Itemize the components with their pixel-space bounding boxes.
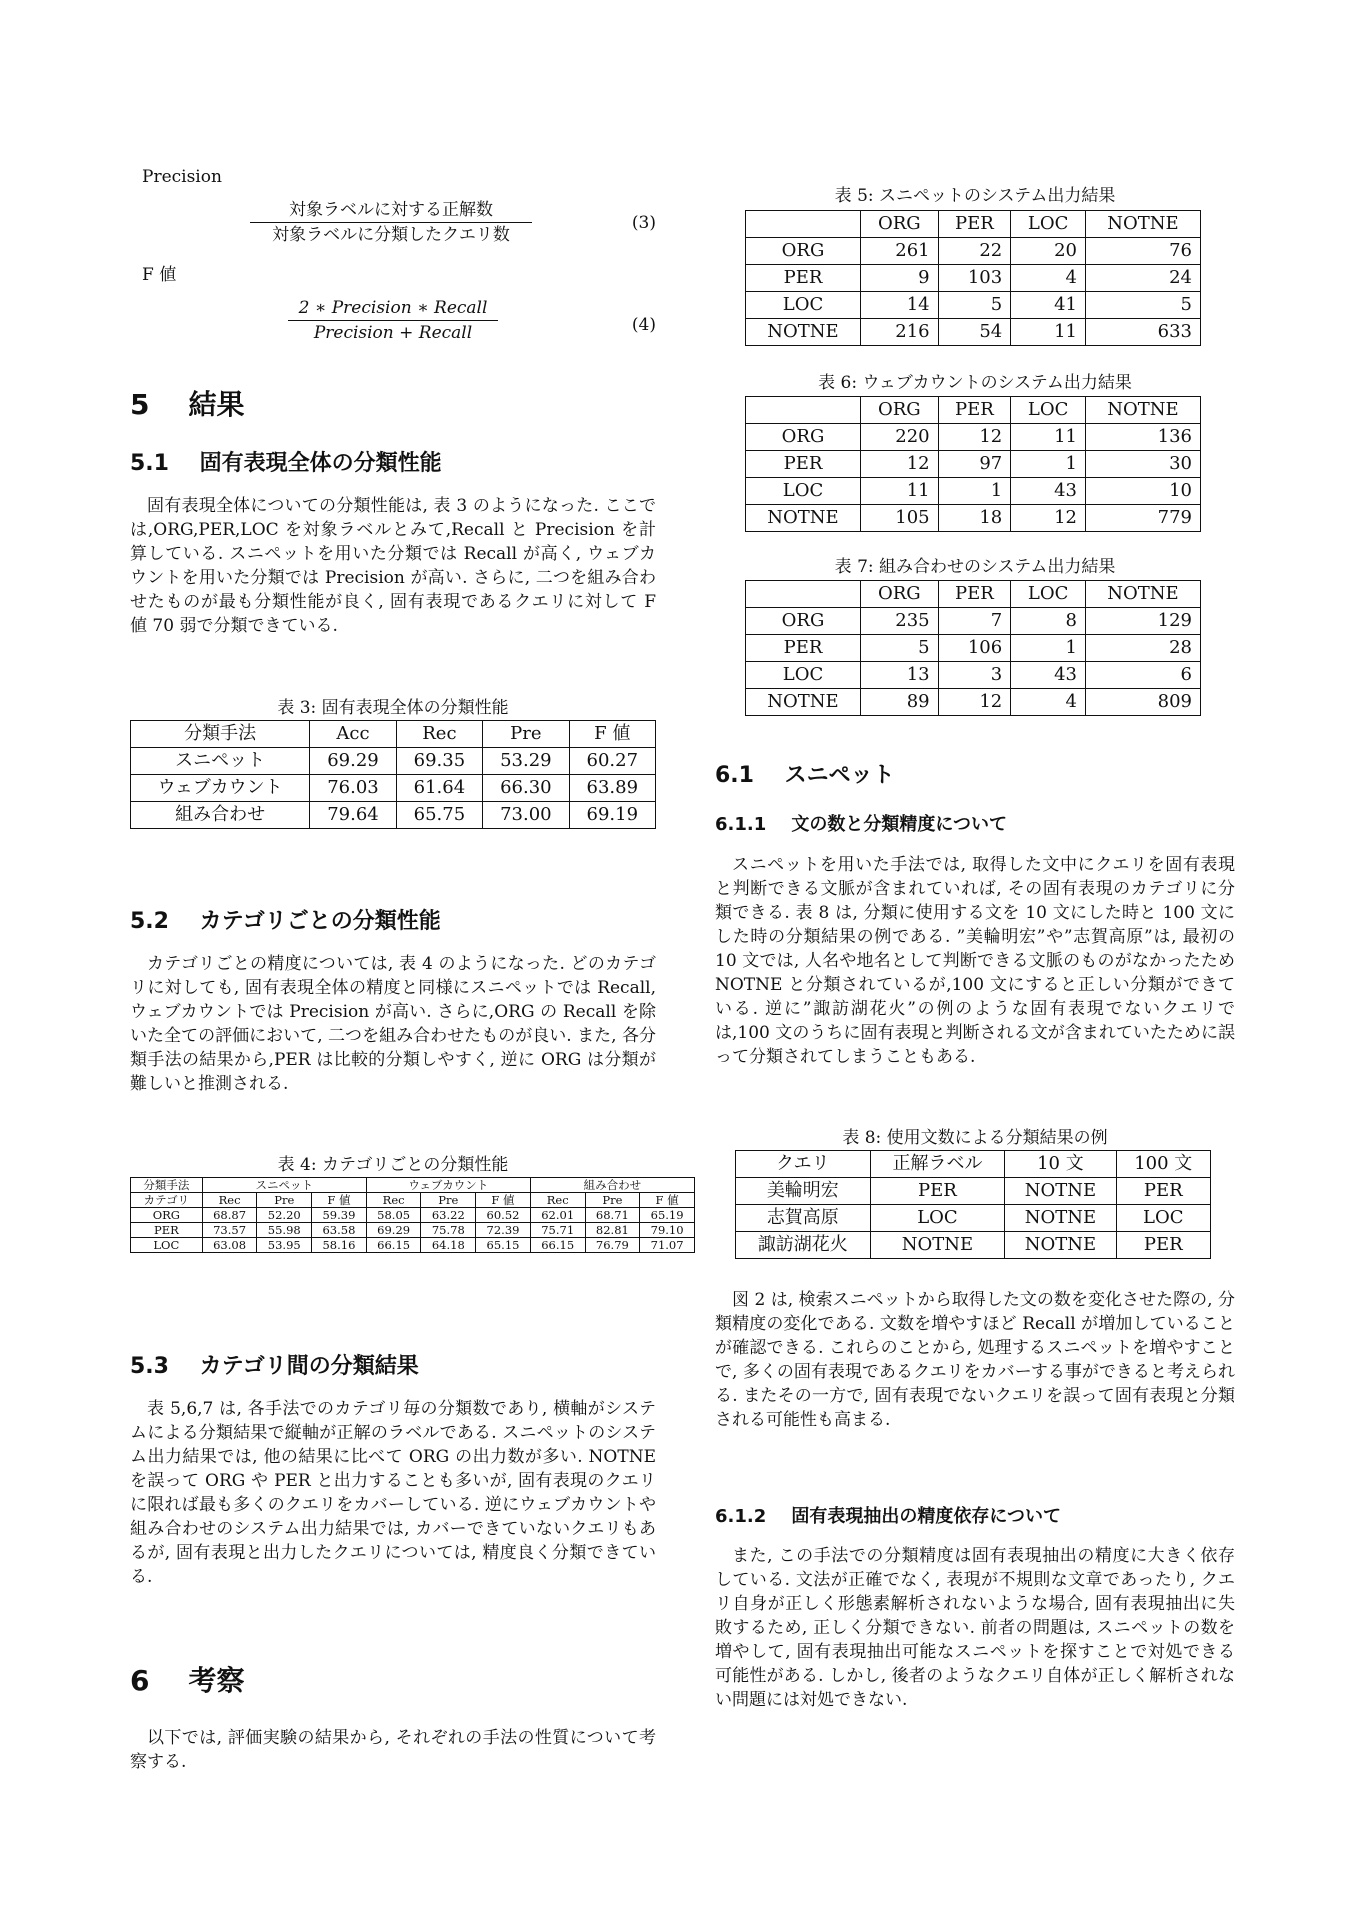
table-cell: 諏訪湖花火 — [736, 1232, 871, 1259]
table-cell: 10 — [1085, 478, 1200, 505]
table-cell: LOC — [746, 292, 861, 319]
table-cell: 60.27 — [569, 748, 655, 775]
table-cell: 24 — [1085, 265, 1200, 292]
table-cell: 65.75 — [396, 802, 482, 829]
table-cell: 69.29 — [366, 1223, 421, 1238]
table-cell: 7 — [938, 608, 1011, 635]
table-cell: 71.07 — [640, 1238, 695, 1253]
table-cell: 9 — [860, 265, 938, 292]
table-cell: 73.57 — [202, 1223, 257, 1238]
table-cell: PER — [746, 451, 861, 478]
table-header: F 値 — [312, 1193, 367, 1208]
table-cell: ORG — [131, 1208, 203, 1223]
table-cell: 11 — [860, 478, 938, 505]
table-cell: ORG — [746, 238, 861, 265]
section-5-2-text: カテゴリごとの精度については, 表 4 のようになった. どのカテゴリに対しても, 固有表現全体の精度と同様にスニペットでは Recall, ウェブカウントでは Precision が高い. さらに,ORG の Recall を除いた全ての評価において, 二つを組み合わせたものが良い. また, 各分類手法の結果から,PER は比較的分類しやすく, 逆に ORG は分類が難しいと推測される. — [130, 954, 656, 1094]
table-cell: 82.81 — [585, 1223, 640, 1238]
table-header: スニペット — [202, 1178, 366, 1193]
table-header — [746, 211, 861, 238]
table-header: Rec — [396, 721, 482, 748]
table-cell: 志賀高原 — [736, 1205, 871, 1232]
table-cell: 58.05 — [366, 1208, 421, 1223]
table-cell: 76.03 — [310, 775, 396, 802]
table-cell: 73.00 — [483, 802, 569, 829]
section-number: 6 — [130, 1664, 150, 1697]
table-cell: 809 — [1085, 689, 1200, 716]
table-cell: スニペット — [131, 748, 310, 775]
table6-caption: 表 6: ウェブカウントのシステム出力結果 — [818, 373, 1132, 393]
table-header: 分類手法 — [131, 721, 310, 748]
table-cell: 4 — [1011, 689, 1086, 716]
precision-label: Precision — [142, 167, 222, 187]
table-cell: 63.22 — [421, 1208, 476, 1223]
section-title: 固有表現全体の分類性能 — [199, 451, 442, 476]
table-cell: 美輪明宏 — [736, 1178, 871, 1205]
table-cell: PER — [746, 635, 861, 662]
table-cell: 12 — [860, 451, 938, 478]
table-cell: 63.58 — [312, 1223, 367, 1238]
table-header-row — [131, 1193, 695, 1208]
table-header: NOTNE — [1085, 397, 1200, 424]
equation-4 — [130, 296, 656, 348]
table-cell: 59.39 — [312, 1208, 367, 1223]
table-header-row — [746, 581, 1201, 608]
table-cell: 30 — [1085, 451, 1200, 478]
table-row — [746, 451, 1201, 478]
table-cell: 103 — [938, 265, 1011, 292]
table-cell: 53.29 — [483, 748, 569, 775]
table-header-row — [131, 721, 656, 748]
table-header: 正解ラベル — [870, 1151, 1005, 1178]
table-cell: PER — [870, 1178, 1005, 1205]
table-header: Rec — [366, 1193, 421, 1208]
eq4-number: (4) — [631, 315, 656, 335]
table-cell: 43 — [1011, 478, 1086, 505]
table-cell: 60.52 — [476, 1208, 531, 1223]
table-row — [736, 1205, 1211, 1232]
table-cell: NOTNE — [1005, 1178, 1116, 1205]
table-header: LOC — [1011, 211, 1086, 238]
table-header-row — [746, 211, 1201, 238]
section-title: スニペット — [784, 763, 895, 788]
table-header: Pre — [483, 721, 569, 748]
table-cell: LOC — [1116, 1205, 1210, 1232]
table-cell: PER — [1116, 1178, 1210, 1205]
table-header: Acc — [310, 721, 396, 748]
table8-caption: 表 8: 使用文数による分類結果の例 — [842, 1128, 1108, 1148]
table-cell: 18 — [938, 505, 1011, 532]
table-cell: 64.18 — [421, 1238, 476, 1253]
table6 — [745, 396, 1201, 532]
table-header: 10 文 — [1005, 1151, 1116, 1178]
table-cell: 136 — [1085, 424, 1200, 451]
table-cell: 779 — [1085, 505, 1200, 532]
section-5-3-text: 表 5,6,7 は, 各手法でのカテゴリ毎の分類数であり, 横軸がシステムによる分類結果で縦軸が正解のラベルである. スニペットのシステム出力結果では, 他の結果に比べて ORG の出力数が多い. NOTNE を誤って ORG や PER と出力することも多いが, 固有表現のクエリに限れば最も多くのクエリをカバーしている. 逆にウェブカウントや組み合わせのシステム出力結果では, カバーできていないクエリもあるが, 固有表現と出力したクエリについては, 精度良く分類できている. — [130, 1399, 656, 1587]
table-cell: 5 — [1085, 292, 1200, 319]
table-header: LOC — [1011, 581, 1086, 608]
table-cell: 22 — [938, 238, 1011, 265]
table-cell: 1 — [938, 478, 1011, 505]
eq4-denominator: Precision + Recall — [313, 323, 473, 343]
table-header: ORG — [860, 211, 938, 238]
section-6-1-1-heading — [715, 813, 1007, 837]
section-title: 結果 — [188, 388, 245, 421]
table-cell: 76.79 — [585, 1238, 640, 1253]
table-cell: 1 — [1011, 635, 1086, 662]
eq3-numerator: 対象ラベルに対する正解数 — [250, 198, 532, 223]
table-row — [746, 238, 1201, 265]
table-cell: 43 — [1011, 662, 1086, 689]
table-cell: 13 — [860, 662, 938, 689]
table-cell: 12 — [938, 424, 1011, 451]
table-row — [746, 292, 1201, 319]
table-header: ORG — [860, 397, 938, 424]
table-row — [736, 1178, 1211, 1205]
section-6-text: 以下では, 評価実験の結果から, それぞれの手法の性質について考察する. — [130, 1728, 656, 1772]
eq4-numerator: 2 ∗ Precision ∗ Recall — [288, 296, 498, 321]
table-cell: 55.98 — [257, 1223, 312, 1238]
table-cell: 11 — [1011, 424, 1086, 451]
table-header: 100 文 — [1116, 1151, 1210, 1178]
table-cell: 12 — [938, 689, 1011, 716]
table-cell: 75.78 — [421, 1223, 476, 1238]
table7 — [745, 580, 1201, 716]
table-cell: 20 — [1011, 238, 1086, 265]
table-header: F 値 — [476, 1193, 531, 1208]
table-row — [746, 635, 1201, 662]
table-header: Pre — [257, 1193, 312, 1208]
table-cell: ORG — [746, 608, 861, 635]
table-cell: 69.29 — [310, 748, 396, 775]
table-cell: 105 — [860, 505, 938, 532]
figure-2-discussion-text: 図 2 は, 検索スニペットから取得した文の数を変化させた際の, 分類精度の変化である. 文数を増やすほど Recall が増加していることが確認できる. これらのことから, 処理するスニペットを増やすことで, 多くの固有表現であるクエリをカバーする事ができると考えられる. またその一方で, 固有表現でないクエリを誤って固有表現と分類される可能性も高まる. — [715, 1290, 1235, 1430]
table-cell: 3 — [938, 662, 1011, 689]
table-cell: 69.19 — [569, 802, 655, 829]
section-title: カテゴリ間の分類結果 — [199, 1354, 419, 1379]
table-cell: NOTNE — [746, 689, 861, 716]
table3-caption: 表 3: 固有表現全体の分類性能 — [277, 698, 509, 718]
table-cell: 106 — [938, 635, 1011, 662]
table-cell: 68.87 — [202, 1208, 257, 1223]
table-row — [131, 1208, 695, 1223]
table-cell: 14 — [860, 292, 938, 319]
table-cell: 41 — [1011, 292, 1086, 319]
table-cell: 261 — [860, 238, 938, 265]
table-cell: 12 — [1011, 505, 1086, 532]
table-cell: 4 — [1011, 265, 1086, 292]
table-cell: LOC — [870, 1205, 1005, 1232]
table-cell: 52.20 — [257, 1208, 312, 1223]
table-row — [131, 775, 656, 802]
eq3-denominator: 対象ラベルに分類したクエリ数 — [272, 225, 510, 245]
table-row — [131, 1223, 695, 1238]
table-cell: 65.19 — [640, 1208, 695, 1223]
table-row — [746, 505, 1201, 532]
table-header-row — [746, 397, 1201, 424]
table-cell: 79.10 — [640, 1223, 695, 1238]
table-header: Pre — [585, 1193, 640, 1208]
table8 — [735, 1150, 1211, 1259]
table-header: PER — [938, 211, 1011, 238]
table-cell: 216 — [860, 319, 938, 346]
section-5-2-heading — [130, 908, 441, 936]
table-cell: 11 — [1011, 319, 1086, 346]
table4-caption: 表 4: カテゴリごとの分類性能 — [277, 1155, 509, 1175]
table-header: LOC — [1011, 397, 1086, 424]
table-header: クエリ — [736, 1151, 871, 1178]
eq3-number: (3) — [631, 213, 656, 233]
table-header: Rec — [202, 1193, 257, 1208]
table-cell: 8 — [1011, 608, 1086, 635]
table-cell: 61.64 — [396, 775, 482, 802]
table-cell: NOTNE — [1005, 1205, 1116, 1232]
section-6-1-1-text: スニペットを用いた手法では, 取得した文中にクエリを固有表現と判断できる文脈が含まれていれば, その固有表現のカテゴリに分類できる. 表 8 は, 分類に使用する文を 10 文にした時と 100 文にした時の分類結果の例である. ”美輪明宏”や”志賀高原”は, 最初の 10 文では, 人名や地名として判断できる文脈のものがなかったため NOTNE と分類されているが,100 文にすると正しい分類ができている. 逆に”諏訪湖花火”の例のような固有表現でないクエリでは,100 文のうちに固有表現と判断される文が含まれていたために誤って分類されてしまうこともある. — [715, 855, 1235, 1067]
table-cell: 76 — [1085, 238, 1200, 265]
table-cell: 235 — [860, 608, 938, 635]
table-cell: 5 — [938, 292, 1011, 319]
table-cell: 72.39 — [476, 1223, 531, 1238]
table-cell: LOC — [746, 662, 861, 689]
table-row — [131, 748, 656, 775]
table-cell: 65.15 — [476, 1238, 531, 1253]
table-cell: 89 — [860, 689, 938, 716]
section-number: 5 — [130, 388, 150, 421]
table-cell: ORG — [746, 424, 861, 451]
table-header: Rec — [530, 1193, 585, 1208]
table5 — [745, 210, 1201, 346]
table-cell: 79.64 — [310, 802, 396, 829]
section-5-heading — [130, 388, 245, 422]
section-6-1-heading — [715, 762, 895, 790]
section-title: 考察 — [188, 1664, 245, 1697]
equation-3 — [130, 198, 656, 250]
table-cell: NOTNE — [746, 505, 861, 532]
table-cell: 63.08 — [202, 1238, 257, 1253]
section-6-1-2-heading — [715, 1505, 1061, 1529]
table-cell: 58.16 — [312, 1238, 367, 1253]
table-cell: NOTNE — [870, 1232, 1005, 1259]
f-label: F 値 — [142, 265, 177, 285]
section-5-1-text: 固有表現全体についての分類性能は, 表 3 のようになった. ここでは,ORG,PER,LOC を対象ラベルとみて,Recall と Precision を計算している. スニペットを用いた分類では Recall が高く, ウェブカウントを用いた分類では Precision が高い. さらに, 二つを組み合わせたものが最も分類性能が良く, 固有表現であるクエリに対して F 値 70 弱で分類できている. — [130, 496, 656, 636]
table-cell: NOTNE — [746, 319, 861, 346]
table-cell: 66.15 — [366, 1238, 421, 1253]
table-header: Pre — [421, 1193, 476, 1208]
section-title: 固有表現抽出の精度依存について — [791, 1506, 1061, 1527]
table-header: F 値 — [640, 1193, 695, 1208]
section-title: 文の数と分類精度について — [791, 814, 1007, 835]
section-number: 6.1 — [715, 763, 754, 788]
section-6-1-2-text: また, この手法での分類精度は固有表現抽出の精度に大きく依存している. 文法が正確でなく, 表現が不規則な文章であったり, クエリ自身が正しく形態素解析されないような場合, 固有表現抽出に失敗するため, 正しく分類できない. 前者の問題は, スニペットの数を増やして, 固有表現抽出可能なスニペットを探すことで対処できる可能性がある. しかし, 後者のようなクエリ自体が正しく解析されない問題には対処できない. — [715, 1546, 1235, 1710]
section-5-1-heading — [130, 450, 442, 478]
table-header: 組み合わせ — [530, 1178, 694, 1193]
table-cell: 220 — [860, 424, 938, 451]
table-header: PER — [938, 581, 1011, 608]
section-number: 6.1.2 — [715, 1506, 767, 1527]
table-header-row — [131, 1178, 695, 1193]
table-row — [736, 1232, 1211, 1259]
table-header: ウェブカウント — [366, 1178, 530, 1193]
table-row — [746, 689, 1201, 716]
table-cell: LOC — [131, 1238, 203, 1253]
section-5-3-heading — [130, 1353, 419, 1381]
table-cell: 63.89 — [569, 775, 655, 802]
table-cell: NOTNE — [1005, 1232, 1116, 1259]
table-cell: 28 — [1085, 635, 1200, 662]
table-cell: 1 — [1011, 451, 1086, 478]
table-header: PER — [938, 397, 1011, 424]
table-cell: LOC — [746, 478, 861, 505]
table-cell: 62.01 — [530, 1208, 585, 1223]
table-cell: PER — [1116, 1232, 1210, 1259]
table-cell: 66.15 — [530, 1238, 585, 1253]
table-header: カテゴリ — [131, 1193, 203, 1208]
table-header: 分類手法 — [131, 1178, 203, 1193]
table-cell: 129 — [1085, 608, 1200, 635]
section-number: 5.2 — [130, 909, 169, 934]
section-6-heading — [130, 1664, 245, 1698]
table-cell: 5 — [860, 635, 938, 662]
section-number: 5.1 — [130, 451, 169, 476]
section-title: カテゴリごとの分類性能 — [199, 909, 441, 934]
table-cell: PER — [746, 265, 861, 292]
table-cell: 633 — [1085, 319, 1200, 346]
table7-caption: 表 7: 組み合わせのシステム出力結果 — [834, 557, 1116, 577]
table-cell: ウェブカウント — [131, 775, 310, 802]
table5-caption: 表 5: スニペットのシステム出力結果 — [834, 186, 1116, 206]
table-cell: 組み合わせ — [131, 802, 310, 829]
table-header: F 値 — [569, 721, 655, 748]
table3 — [130, 720, 656, 829]
table-row — [746, 319, 1201, 346]
table-cell: 53.95 — [257, 1238, 312, 1253]
table-row — [131, 1238, 695, 1253]
section-number: 6.1.1 — [715, 814, 767, 835]
table-header: NOTNE — [1085, 211, 1200, 238]
table-cell: 68.71 — [585, 1208, 640, 1223]
table-header: NOTNE — [1085, 581, 1200, 608]
table-header — [746, 397, 861, 424]
table-row — [746, 662, 1201, 689]
table-row — [746, 608, 1201, 635]
table-cell: PER — [131, 1223, 203, 1238]
table-header-row — [736, 1151, 1211, 1178]
table-row — [746, 424, 1201, 451]
table-header — [746, 581, 861, 608]
table-cell: 54 — [938, 319, 1011, 346]
table-cell: 75.71 — [530, 1223, 585, 1238]
table-cell: 66.30 — [483, 775, 569, 802]
table-cell: 6 — [1085, 662, 1200, 689]
section-number: 5.3 — [130, 1354, 169, 1379]
table-cell: 97 — [938, 451, 1011, 478]
table-row — [746, 478, 1201, 505]
table-row — [746, 265, 1201, 292]
table-header: ORG — [860, 581, 938, 608]
table4 — [130, 1177, 695, 1253]
table-cell: 69.35 — [396, 748, 482, 775]
table-row — [131, 802, 656, 829]
